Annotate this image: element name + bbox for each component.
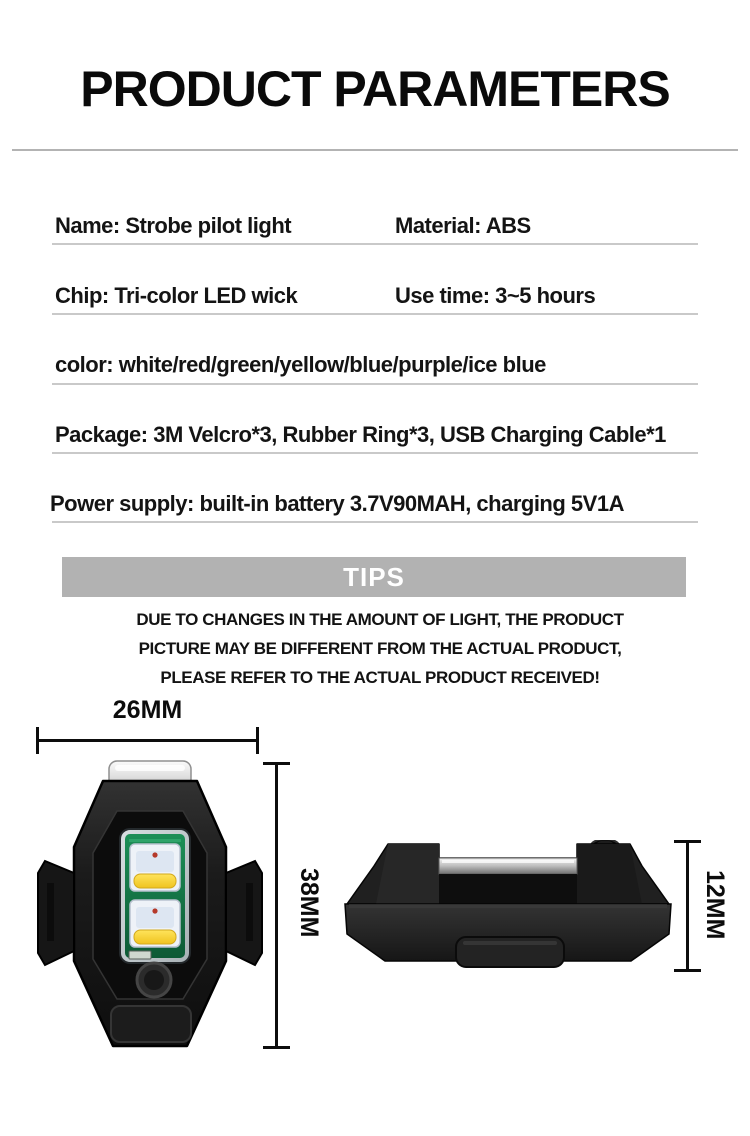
depth-measure-line bbox=[686, 840, 689, 972]
tips-text bbox=[40, 605, 720, 692]
spec-row-divider bbox=[52, 452, 698, 454]
width-dimension-label: 26MM bbox=[112, 696, 183, 724]
tips-line: PICTURE MAY BE DIFFERENT FROM THE ACTUAL PRODUCT, bbox=[138, 639, 622, 658]
spec-row-divider bbox=[52, 383, 698, 385]
led-window bbox=[120, 829, 190, 963]
bottom-pad bbox=[111, 1006, 191, 1042]
led-chip bbox=[130, 844, 180, 891]
led-chip bbox=[130, 900, 180, 947]
spec-row-divider bbox=[52, 313, 698, 315]
spec-color: color: white/red/green/yellow/blue/purple/ice blue bbox=[55, 352, 546, 377]
width-measure-line bbox=[37, 739, 258, 742]
page-title: PRODUCT PARAMETERS bbox=[80, 61, 670, 117]
spec-chip: Chip: Tri-color LED wick bbox=[55, 283, 298, 308]
height-measure-tick bbox=[263, 1046, 290, 1049]
power-button bbox=[137, 963, 171, 997]
spec-material: Material: ABS bbox=[395, 213, 531, 238]
spec-use-time: Use time: 3~5 hours bbox=[395, 283, 596, 308]
width-measure-tick bbox=[36, 727, 39, 754]
spec-name: Name: Strobe pilot light bbox=[55, 213, 292, 238]
depth-dimension-label: 12MM bbox=[701, 870, 729, 940]
title-divider bbox=[12, 149, 738, 151]
depth-measure-tick bbox=[674, 969, 701, 972]
width-measure-tick bbox=[256, 727, 259, 754]
tips-line: DUE TO CHANGES IN THE AMOUNT OF LIGHT, THE PRODUCT bbox=[136, 610, 624, 629]
front-view-product-image bbox=[35, 755, 265, 1055]
spec-package: Package: 3M Velcro*3, Rubber Ring*3, USB Charging Cable*1 bbox=[55, 422, 666, 447]
clip-bar bbox=[456, 937, 564, 967]
depth-measure-tick bbox=[674, 840, 701, 843]
height-measure-line bbox=[275, 762, 278, 1049]
side-view-product-image bbox=[343, 840, 673, 975]
spec-row-divider bbox=[52, 521, 698, 523]
spec-row-divider bbox=[52, 243, 698, 245]
height-dimension-label: 38MM bbox=[295, 868, 323, 938]
spec-power-supply: Power supply: built-in battery 3.7V90MAH, charging 5V1A bbox=[50, 491, 624, 516]
tips-line: PLEASE REFER TO THE ACTUAL PRODUCT RECEIVED! bbox=[160, 668, 600, 687]
tips-banner: TIPS bbox=[62, 557, 686, 597]
height-measure-tick bbox=[263, 762, 290, 765]
